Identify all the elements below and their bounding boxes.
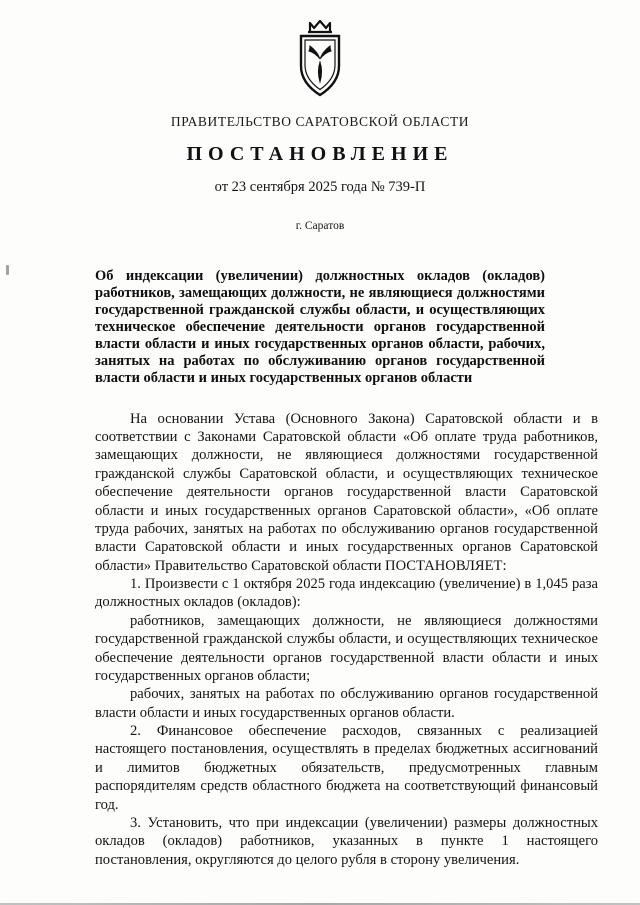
authority-name: ПРАВИТЕЛЬСТВО САРАТОВСКОЙ ОБЛАСТИ xyxy=(170,114,470,129)
document-type-heading: ПОСТАНОВЛЕНИЕ xyxy=(186,143,454,165)
document-title: Об индексации (увеличении) должностных окладов (окладов) работников, замещающих должности, не являющиеся должностями государственной гражданской службы области, и осуществляющих техническое обеспечение деятельности органов государственной власти области и иных государственных органов области, рабочих, занятых на работах по обслуживанию органов государственной власти области и иных государственных органов области xyxy=(95,268,545,386)
document-body xyxy=(95,410,598,869)
scan-artifact-mark xyxy=(6,265,9,275)
date-number-line: от 23 сентября 2025 года № 739-П xyxy=(214,179,426,195)
paragraph-point-3: 3. Установить, что при индексации (увеличении) размеры должностных окладов (окладов) работников, указанных в пункте 1 настоящего постановления, округляются до целого рубля в сторону увеличения. xyxy=(95,814,598,868)
coat-of-arms-icon xyxy=(289,16,351,100)
city-line: г. Саратов xyxy=(295,220,345,232)
paragraph-point-2: 2. Финансовое обеспечение расходов, связанных с реализацией настоящего постановления, осуществлять в пределах бюджетных ассигнований и лимитов бюджетных обязательств, предусмотренных главным распорядителям средств областного бюджета на соответствующий финансовый год. xyxy=(95,723,598,813)
paragraph-preamble: На основании Устава (Основного Закона) Саратовской области и в соответствии с Законами Саратовской области «Об оплате труда работников, замещающих должности, не являющиеся должностями государственной гражданской службы Саратовской области, и осуществляющих техническое обеспечение деятельности органов государственной власти Саратовской области и иных государственных органов Саратовской области», «Об оплате труда рабочих, занятых на работах по обслуживанию органов государственной власти Саратовской области и иных государственных органов Саратовской области» Правительство Саратовской области ПОСТАНОВЛЯЕТ: xyxy=(95,410,598,574)
paragraph-point-1-sub-a: работников, замещающих должности, не являющиеся должностями государственной гражданской службы области, и осуществляющих техническое обеспечение деятельности органов государственной власти области и иных государственных органов области; xyxy=(95,612,598,684)
paragraph-point-1-sub-b: рабочих, занятых на работах по обслуживанию органов государственной власти области и иных государственных органов области. xyxy=(95,686,598,721)
paragraph-point-1: 1. Произвести с 1 октября 2025 года индексацию (увеличение) в 1,045 раза должностных окладов (окладов): xyxy=(95,576,598,611)
